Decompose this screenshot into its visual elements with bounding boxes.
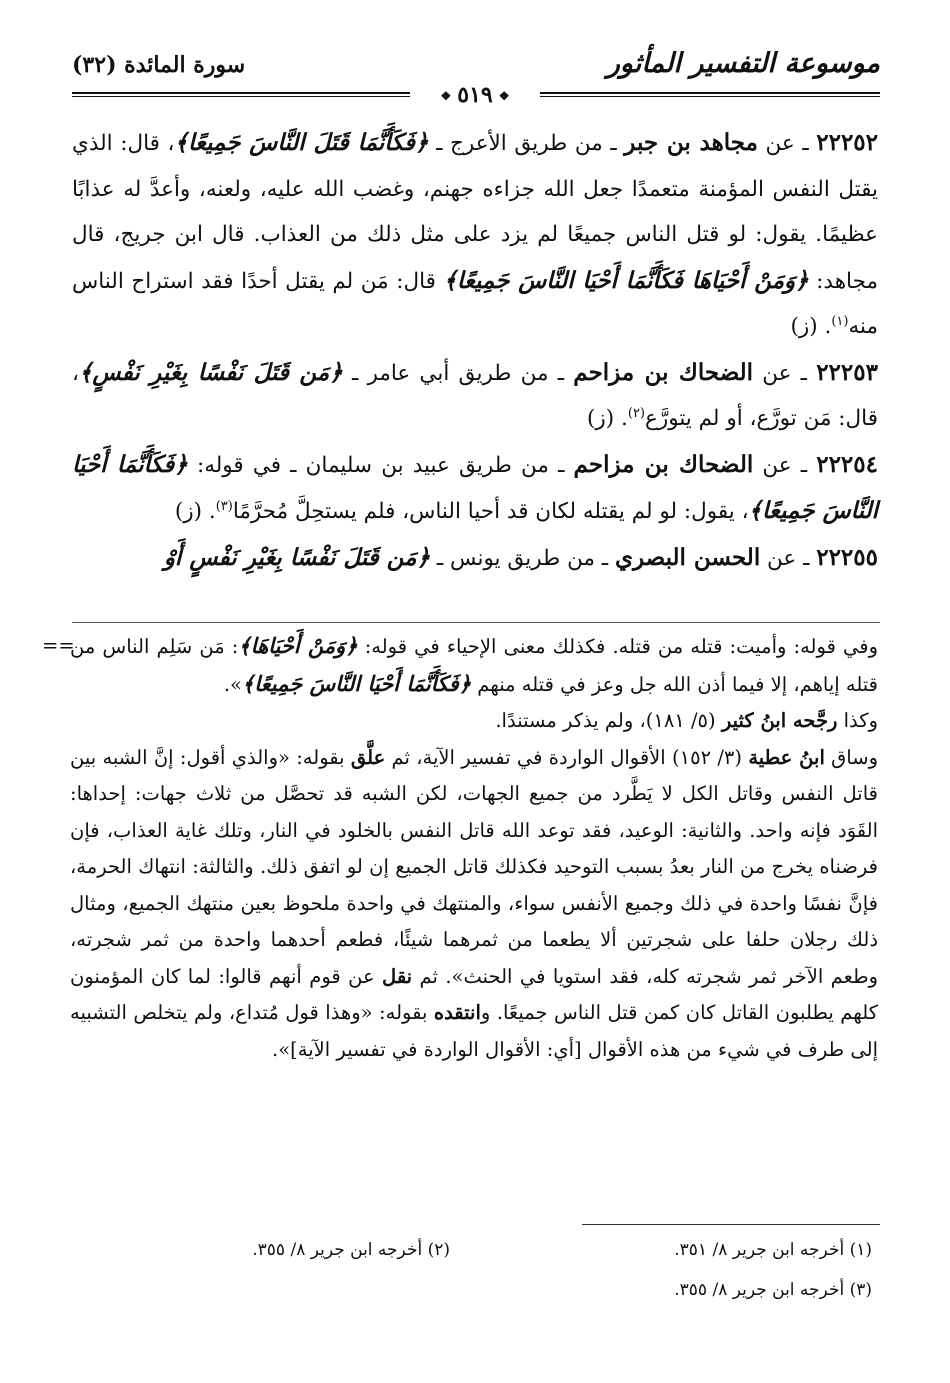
text-run: ـ من طريق عبيد بن سليمان ـ في قوله: [187, 452, 574, 478]
scholar-ref: ابنُ عطية [748, 745, 825, 769]
text-run: (٣/ ١٥٢) الأقوال الواردة في تفسير الآية، ثم [385, 745, 749, 769]
hadith-entry [72, 350, 878, 442]
text-run: بقوله: «وهذا قول مُتداع، ولم يتخلص التشبيه إلى طرف في شيء من هذه الأقوال [أي: الأقوال الواردة في تفسير الآية]». [70, 1001, 878, 1061]
text-run: ». [223, 672, 242, 696]
narrator-name: الضحاك بن مزاحم [573, 358, 754, 386]
text-run: . (ز) [790, 314, 832, 339]
footnotes-divider [582, 1224, 880, 1225]
text-run: ـ عن [753, 452, 817, 478]
footnote-ref: (١) [831, 313, 849, 329]
text-run: ـ من طريق الأعرج ـ [428, 131, 625, 156]
scholar-ref: رجَّحه ابنُ كثير [721, 709, 838, 732]
narrator-name: مجاهد بن جبر [624, 129, 758, 156]
text-run: بقوله: «والذي أقول: إنَّ الشبه بين قاتل النفس وقاتل الكل لا يَطَّرد من جميع الجهات، لكن الشبه قد تحصَّل من ثلاث جهات: إحداها: القَوَد فإنه واحد. والثانية: الوعيد، فقد توعد الله قاتل النفس بالخلود في النار، وتلك غاية العذاب، فإن فرضناه يخرج من النار بعدُ بسبب التوحيد فكذلك قاتل الجميع إن لو اتفق ذلك. والثالثة: انتهاك الحرمة، فإنَّ نفسًا واحدة في ذلك وجميع الأنفس سواء، والمنتهك في واحدة ملحوظ بعين منتهك الجميع، ومثال ذلك رجلان حلفا على شجرتين ألا يطعما من ثمرهما شيئًا، فطعم أحدهما واحدة من ثمر شجرته، وطعم الآخر ثمر شجرته كله، فقد استويا في الحنث». ثم [70, 745, 879, 988]
text-run: ـ من طريق أبي عامر ـ [342, 360, 574, 386]
hadith-entry [72, 535, 878, 582]
text-run: وفي قوله: وأميت: قتله من قتله. فكذلك معنى الإحياء في قوله: [357, 635, 878, 658]
quran-quote: ﴿فَكَأَنَّمَا أَحْيَا النَّاسَ جَمِيعًا﴾ [241, 670, 472, 696]
entry-number: ٢٢٢٥٢ [816, 129, 879, 156]
entry-number: ٢٢٢٥٥ [816, 543, 878, 571]
text-run: وكذا [837, 709, 878, 732]
ornament-icon: ❖ [440, 89, 452, 103]
notes-divider [72, 622, 880, 623]
text-run: : مَن سَلِم الناس من قتله إياهم، إلا فيما أذن الله جل وعز في قتله منهم [70, 635, 878, 696]
continuation-mark: == [42, 634, 75, 657]
text-run: ـ عن [753, 360, 817, 386]
footnote-ref: (٣) [215, 498, 233, 514]
footnote-3: (٣) أخرجه ابن جرير ٨/ ٣٥٥. [674, 1280, 872, 1300]
quran-quote: ﴿وَمَنْ أَحْيَاهَا﴾ [238, 633, 358, 658]
hadith-entry [72, 120, 878, 350]
surah-label: سورة المائدة (٣٢) [72, 52, 246, 78]
main-text [72, 120, 878, 581]
entry-number: ٢٢٢٥٤ [816, 450, 878, 478]
note-paragraph [70, 703, 878, 740]
keyword: نقل [382, 964, 413, 988]
text-run: ـ عن [757, 131, 817, 156]
note-paragraph [70, 740, 878, 1069]
quran-quote: ﴿فَكَأَنَّمَا قَتَلَ النَّاسَ جَمِيعًا﴾ [174, 129, 429, 156]
page-number-box [410, 82, 540, 108]
narrator-name: الضحاك بن مزاحم [573, 450, 754, 478]
quran-quote: ﴿مَن قَتَلَ نَفْسًا بِغَيْرِ نَفْسٍ﴾ [78, 358, 343, 386]
hadith-entry [72, 442, 878, 535]
quran-quote: ﴿وَمَنْ أَحْيَاهَا فَكَأَنَّمَا أَحْيَا النَّاسَ جَمِيعًا﴾ [443, 266, 809, 294]
page-number: ٥١٩ [457, 82, 493, 108]
text-run: ، يقول: لو لم يقتله لكان قد أحيا الناس، فلم يستحِلَّ مُحرَّمًا [232, 499, 749, 524]
text-run: ـ عن [760, 545, 817, 571]
text-run: (٥/ ١٨١)، ولم يذكر مستندًا. [495, 709, 722, 732]
commentary-notes [42, 628, 879, 1068]
entry-number: ٢٢٢٥٣ [816, 358, 878, 386]
text-run: ـ من طريق يونس ـ [430, 545, 615, 571]
keyword: علَّق [350, 745, 386, 769]
footnote-1: (١) أخرجه ابن جرير ٨/ ٣٥١. [674, 1240, 872, 1260]
text-run: ، قال: الذي يقتل النفس المؤمنة متعمدًا جعل الله جزاءه جهنم، وغضب الله عليه، ولعنه، وأعدَّ له عذابًا عظيمًا. يقول: لو قتل الناس جميعًا لم يزد على مثل ذلك من العذاب. قال ابن جريج، قال مجاهد: [72, 131, 878, 294]
note-paragraph [70, 628, 878, 703]
book-title: موسوعة التفسير المأثور [606, 48, 880, 79]
text-run: . (ز) [174, 499, 216, 524]
keyword: انتقده [433, 1001, 481, 1024]
text-run: وساق [824, 745, 878, 769]
text-run: قال: مَن لم يقتل أحدًا فقد استراح الناس منه [72, 268, 878, 339]
text-run: عن قوم أنهم قالوا: لما كان المؤمنون كلهم يطلبون القاتل كان كمن قتل الناس جميعًا. و [70, 964, 879, 1024]
quran-quote: ﴿فَكَأَنَّمَا أَحْيَا النَّاسَ جَمِيعًا﴾ [72, 450, 878, 524]
footnote-ref: (٢) [627, 405, 645, 421]
text-run: ، قال: مَن تورَّع، أو لم يتورَّع [72, 360, 878, 431]
ornament-icon: ❖ [498, 89, 510, 103]
footnote-2: (٢) أخرجه ابن جرير ٨/ ٣٥٥. [252, 1240, 450, 1260]
quran-quote: ﴿مَن قَتَلَ نَفْسًا بِغَيْرِ نَفْسٍ أَوْ [163, 543, 431, 571]
narrator-name: الحسن البصري [614, 543, 761, 571]
text-run: . (ز) [587, 406, 628, 431]
